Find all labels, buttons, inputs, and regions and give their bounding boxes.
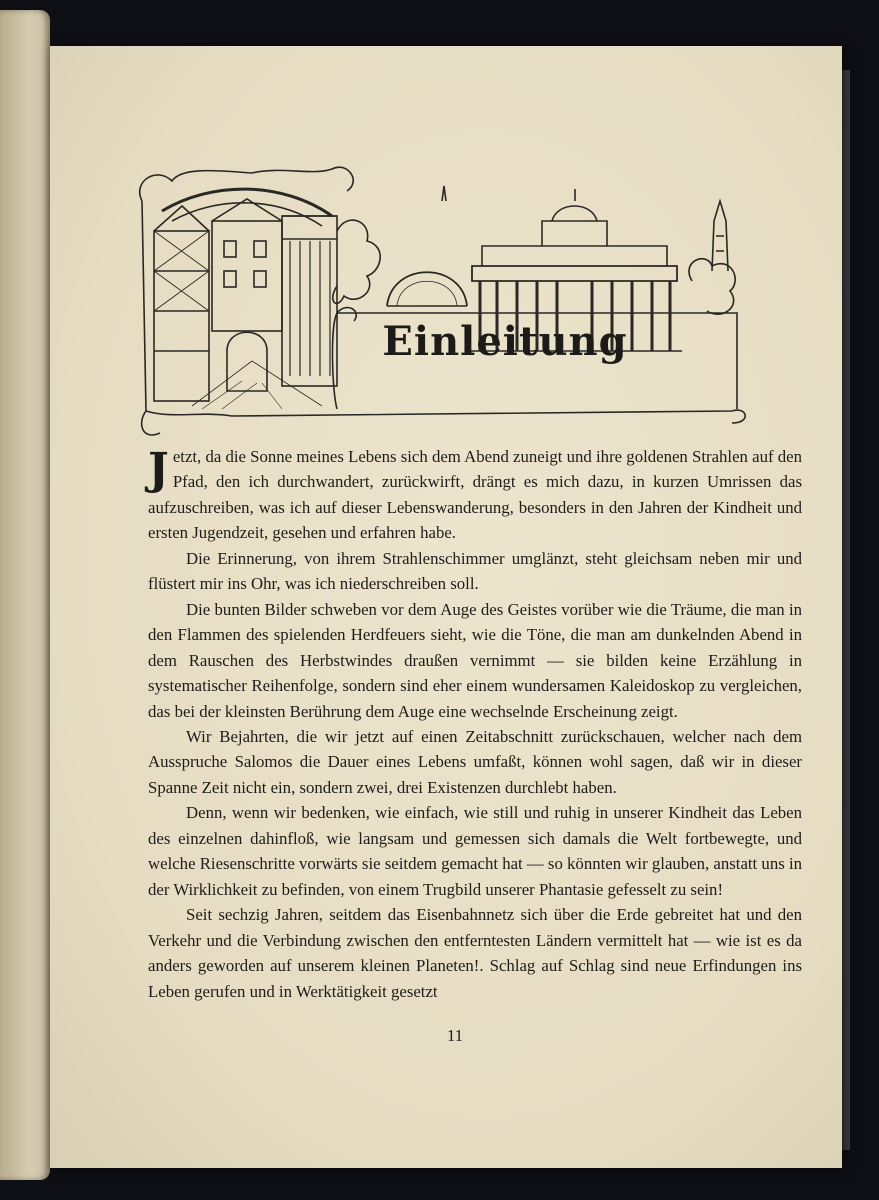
drop-cap: J xyxy=(148,444,169,495)
previous-page-edge xyxy=(0,10,50,1180)
paragraph-3: Die bunten Bilder schweben vor dem Auge des Geistes vorüber wie die Träume, die man in den Flammen des spielenden Herdfeuers sieht, wie die Töne, die man am dunkelnden Abend in dem Rauschen des Herbstwindes draußen vernimmt — sie bilden keine Erzählung in systematischer Reihenfolge, sondern sind eher einem wundersamen Kaleidoskop zu vergleichen, das bei der kleinsten Berührung dem Auge eine wechselnde Erscheinung zeigt. xyxy=(148,599,802,721)
body-text xyxy=(148,444,802,1004)
paragraph-4: Wir Bejahrten, die wir jetzt auf einen Zeitabschnitt zurückschauen, welcher nach dem Ausspruche Salomos die Dauer eines Lebens umfaßt, können wohl sagen, daß wir in dieser Spanne Zeit nicht ein, sondern zwei, drei Existenzen durchlebt haben. xyxy=(148,726,802,797)
paragraph-2: Die Erinnerung, von ihrem Strahlenschimmer umglänzt, steht gleichsam neben mir und flüstert mir ins Ohr, was ich niederschreiben soll. xyxy=(148,548,802,594)
chapter-header-illustration xyxy=(132,161,752,446)
paragraph-6: Seit sechzig Jahren, seitdem das Eisenbahnnetz sich über die Erde gebreitet hat und den Verkehr und die Verbindung zwischen den entferntesten Ländern vermittelt hat — wie ist es da anders geworden auf unserem kleinen Planeten!. Schlag auf Schlag sind neue Erfindungen ins Leben gerufen und in Werktätigkeit gesetzt xyxy=(148,905,802,1001)
paragraph-5: Denn, wenn wir bedenken, wie einfach, wie still und ruhig in unserer Kindheit das Leben des einzelnen dahinfloß, wie langsam und gemessen sich damals die Welt fortbewegte, und welche Riesenschritte vorwärts sie seitdem gemacht hat — so könnten wir glauben, anstatt uns in der Wirklichkeit zu befinden, von einem Trugbild unserer Phantasie gefesselt zu sein! xyxy=(148,803,802,899)
chapter-title: Einleitung xyxy=(382,318,628,365)
page-number: 11 xyxy=(446,1026,464,1045)
paragraph-text: etzt, da die Sonne meines Lebens sich dem Abend zuneigt und ihre goldenen Strahlen auf den Pfad, den ich durchwandert, zurückwirft, drängt es mich dazu, in kurzen Umrissen das aufzuschreiben, was ich auf dieser Lebenswanderung, besonders in den Jahren der Kindheit und ersten Jugendzeit, gesehen und erfahren habe. xyxy=(148,447,802,543)
book-page xyxy=(50,46,842,1168)
paragraph-1 xyxy=(148,444,802,546)
